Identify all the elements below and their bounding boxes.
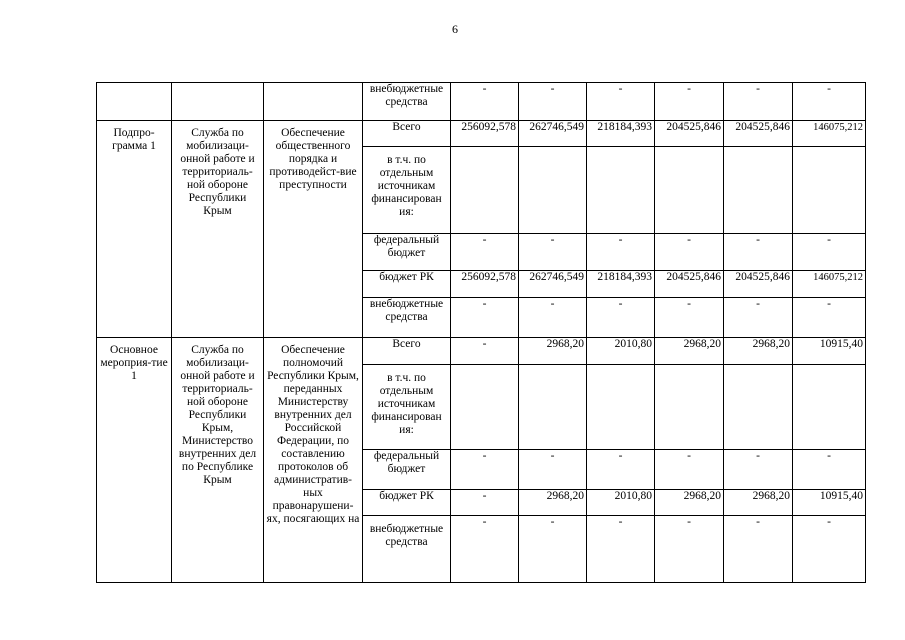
activity-executor: Служба по мобилизаци-онной работе и территориаль-ной обороне Республики Крым, Министерство внутренних дел по Республике Крым bbox=[172, 338, 264, 583]
value-cell: - bbox=[793, 516, 866, 583]
value-cell: 204525,846 bbox=[724, 121, 793, 147]
value-cell: - bbox=[724, 234, 793, 271]
empty-cell bbox=[587, 147, 655, 234]
source-cell: в т.ч. по отдельным источникам финансирован ия: bbox=[363, 365, 451, 450]
value-cell: - bbox=[519, 298, 587, 338]
empty-cell bbox=[264, 83, 363, 121]
value-cell: - bbox=[655, 234, 724, 271]
value-cell: 2968,20 bbox=[655, 338, 724, 365]
value-cell: - bbox=[793, 450, 866, 490]
value-cell: 262746,549 bbox=[519, 121, 587, 147]
value-cell: 204525,846 bbox=[724, 271, 793, 298]
value-cell: 2010,80 bbox=[587, 490, 655, 516]
value-cell: 2968,20 bbox=[519, 338, 587, 365]
value-cell: - bbox=[724, 83, 793, 121]
activity-goal: Обеспечение полномочий Республики Крым, переданных Министерству внутренних дел Российской Федерации, по составлению протоколов об административ-ных правонарушени-ях, посягающих на bbox=[264, 338, 363, 583]
table-row bbox=[97, 338, 866, 365]
value-cell: 218184,393 bbox=[587, 121, 655, 147]
activity-name: Основное мероприя-тие 1 bbox=[97, 338, 172, 583]
empty-cell bbox=[587, 365, 655, 450]
value-cell: - bbox=[519, 516, 587, 583]
value-cell: 262746,549 bbox=[519, 271, 587, 298]
source-cell: Всего bbox=[363, 338, 451, 365]
source-cell: в т.ч. по отдельным источникам финансирован ия: bbox=[363, 147, 451, 234]
value-cell: 146075,212 bbox=[793, 121, 866, 147]
value-cell: - bbox=[793, 298, 866, 338]
value-cell: 204525,846 bbox=[655, 121, 724, 147]
value-cell: 2968,20 bbox=[724, 338, 793, 365]
empty-cell bbox=[655, 365, 724, 450]
empty-cell bbox=[655, 147, 724, 234]
value-cell: - bbox=[724, 450, 793, 490]
value-cell: 2968,20 bbox=[519, 490, 587, 516]
source-cell: внебюджетные средства bbox=[363, 516, 451, 583]
budget-table bbox=[96, 82, 866, 583]
value-cell: - bbox=[587, 234, 655, 271]
value-cell: 204525,846 bbox=[655, 271, 724, 298]
value-cell: - bbox=[519, 83, 587, 121]
value-cell: - bbox=[451, 490, 519, 516]
value-cell: - bbox=[587, 83, 655, 121]
value-cell: - bbox=[451, 516, 519, 583]
value-cell: - bbox=[724, 516, 793, 583]
value-cell: 2968,20 bbox=[655, 490, 724, 516]
value-cell: 2968,20 bbox=[724, 490, 793, 516]
value-cell: 146075,212 bbox=[793, 271, 866, 298]
source-cell: внебюджетные средства bbox=[363, 83, 451, 121]
value-cell: - bbox=[655, 298, 724, 338]
value-cell: - bbox=[793, 234, 866, 271]
source-cell: бюджет РК bbox=[363, 490, 451, 516]
value-cell: - bbox=[655, 450, 724, 490]
empty-cell bbox=[793, 147, 866, 234]
value-cell: - bbox=[451, 450, 519, 490]
empty-cell bbox=[519, 365, 587, 450]
empty-cell bbox=[172, 83, 264, 121]
value-cell: - bbox=[793, 83, 866, 121]
value-cell: - bbox=[451, 298, 519, 338]
value-cell: - bbox=[655, 83, 724, 121]
empty-cell bbox=[793, 365, 866, 450]
source-cell: федеральный бюджет bbox=[363, 234, 451, 271]
empty-cell bbox=[724, 365, 793, 450]
value-cell: - bbox=[655, 516, 724, 583]
page-number: 6 bbox=[452, 22, 458, 36]
value-cell: - bbox=[587, 516, 655, 583]
value-cell: - bbox=[519, 450, 587, 490]
value-cell: - bbox=[519, 234, 587, 271]
empty-cell bbox=[451, 147, 519, 234]
value-cell: - bbox=[451, 234, 519, 271]
value-cell: - bbox=[724, 298, 793, 338]
empty-cell bbox=[519, 147, 587, 234]
value-cell: 256092,578 bbox=[451, 121, 519, 147]
value-cell: - bbox=[587, 298, 655, 338]
empty-cell bbox=[97, 83, 172, 121]
table-row bbox=[97, 121, 866, 147]
value-cell: 2010,80 bbox=[587, 338, 655, 365]
source-cell: внебюджетные средства bbox=[363, 298, 451, 338]
source-cell: Всего bbox=[363, 121, 451, 147]
value-cell: 10915,40 bbox=[793, 490, 866, 516]
empty-cell bbox=[724, 147, 793, 234]
subprogram-goal: Обеспечение общественного порядка и противодейст-вие преступности bbox=[264, 121, 363, 338]
table-row bbox=[97, 83, 866, 121]
source-cell: бюджет РК bbox=[363, 271, 451, 298]
value-cell: - bbox=[451, 83, 519, 121]
empty-cell bbox=[451, 365, 519, 450]
value-cell: 10915,40 bbox=[793, 338, 866, 365]
source-cell: федеральный бюджет bbox=[363, 450, 451, 490]
value-cell: - bbox=[451, 338, 519, 365]
value-cell: 256092,578 bbox=[451, 271, 519, 298]
value-cell: - bbox=[587, 450, 655, 490]
subprogram-name: Подпро-грамма 1 bbox=[97, 121, 172, 338]
subprogram-executor: Служба по мобилизаци-онной работе и территориаль-ной обороне Республики Крым bbox=[172, 121, 264, 338]
value-cell: 218184,393 bbox=[587, 271, 655, 298]
